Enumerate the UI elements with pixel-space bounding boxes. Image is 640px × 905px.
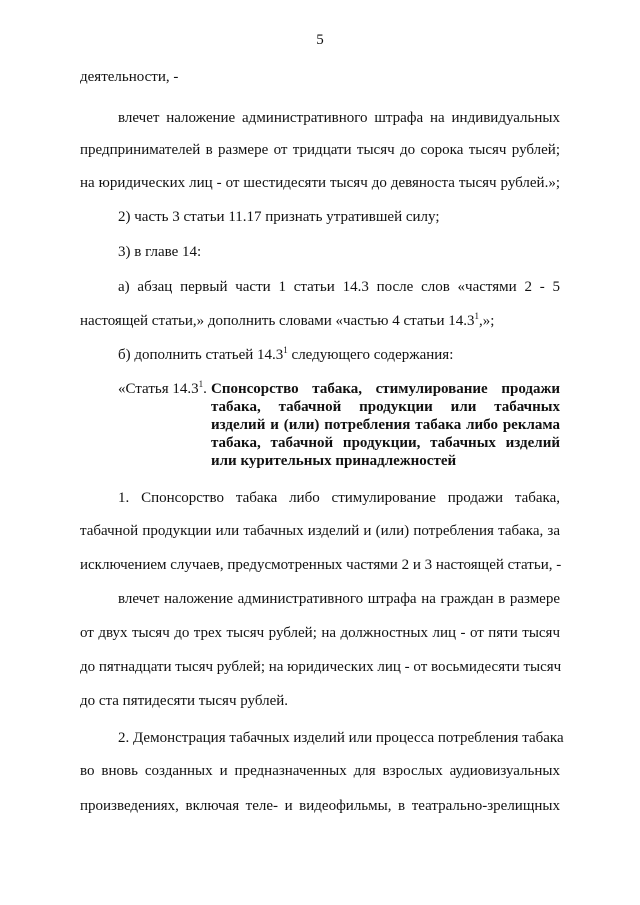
- text-fragment: ,»;: [479, 313, 495, 329]
- article-title: Спонсорство табака, стимулирование продажи табака, табачной продукции или табачных изделий и (или) потребления табака либо реклама табака, табачной продукции, табачных изделий или курительных принадлежностей: [211, 381, 560, 469]
- text-line: влечет наложение административного штрафа на граждан в размере: [118, 591, 560, 607]
- text-line: влечет наложение административного штрафа на индивидуальных: [118, 110, 560, 126]
- text-line: [80, 312, 494, 330]
- text-line: произведениях, включая теле- и видеофильмы, в театрально-зрелищных: [80, 798, 560, 814]
- text-line: до ста пятидесяти тысяч рублей.: [80, 693, 289, 709]
- text-line: 2. Демонстрация табачных изделий или процесса потребления табака: [118, 730, 564, 746]
- article-heading: [118, 380, 207, 398]
- text-line: табачной продукции или табачных изделий и (или) потребления табака, за: [80, 523, 560, 539]
- text-line: [118, 346, 453, 364]
- text-fragment: следующего содержания:: [287, 347, 454, 363]
- text-line: исключением случаев, предусмотренных частями 2 и 3 настоящей статьи, -: [80, 557, 562, 573]
- text-line: от двух тысяч до трех тысяч рублей; на должностных лиц - от пяти тысяч: [80, 625, 560, 641]
- superscript: 1: [283, 345, 288, 355]
- text-line: 2) часть 3 статьи 11.17 признать утратившей силу;: [118, 209, 440, 225]
- text-line: 1. Спонсорство табака либо стимулирование продажи табака,: [118, 490, 560, 506]
- text-fragment: б) дополнить статьей 14.3: [118, 347, 284, 363]
- superscript: 1: [474, 311, 480, 321]
- text-line: до пятнадцати тысяч рублей; на юридических лиц - от восьмидесяти тысяч: [80, 659, 562, 675]
- superscript: 1: [198, 379, 204, 389]
- page-number: 5: [316, 32, 324, 48]
- text-line: 3) в главе 14:: [118, 244, 202, 260]
- text-line: на юридических лиц - от шестидесяти тысяч до девяноста тысяч рублей.»;: [80, 175, 560, 191]
- text-fragment: настоящей статьи,» дополнить словами «частью 4 статьи 14.3: [80, 313, 475, 329]
- text-line: деятельности, -: [80, 69, 179, 85]
- text-line: во вновь созданных и предназначенных для взрослых аудиовизуальных: [80, 763, 560, 779]
- text-fragment: .: [203, 381, 207, 397]
- text-line: предпринимателей в размере от тридцати тысяч до сорока тысяч рублей;: [80, 142, 560, 158]
- text-line: а) абзац первый части 1 статьи 14.3 после слов «частями 2 - 5: [118, 279, 560, 295]
- text-fragment: «Статья 14.3: [118, 381, 199, 397]
